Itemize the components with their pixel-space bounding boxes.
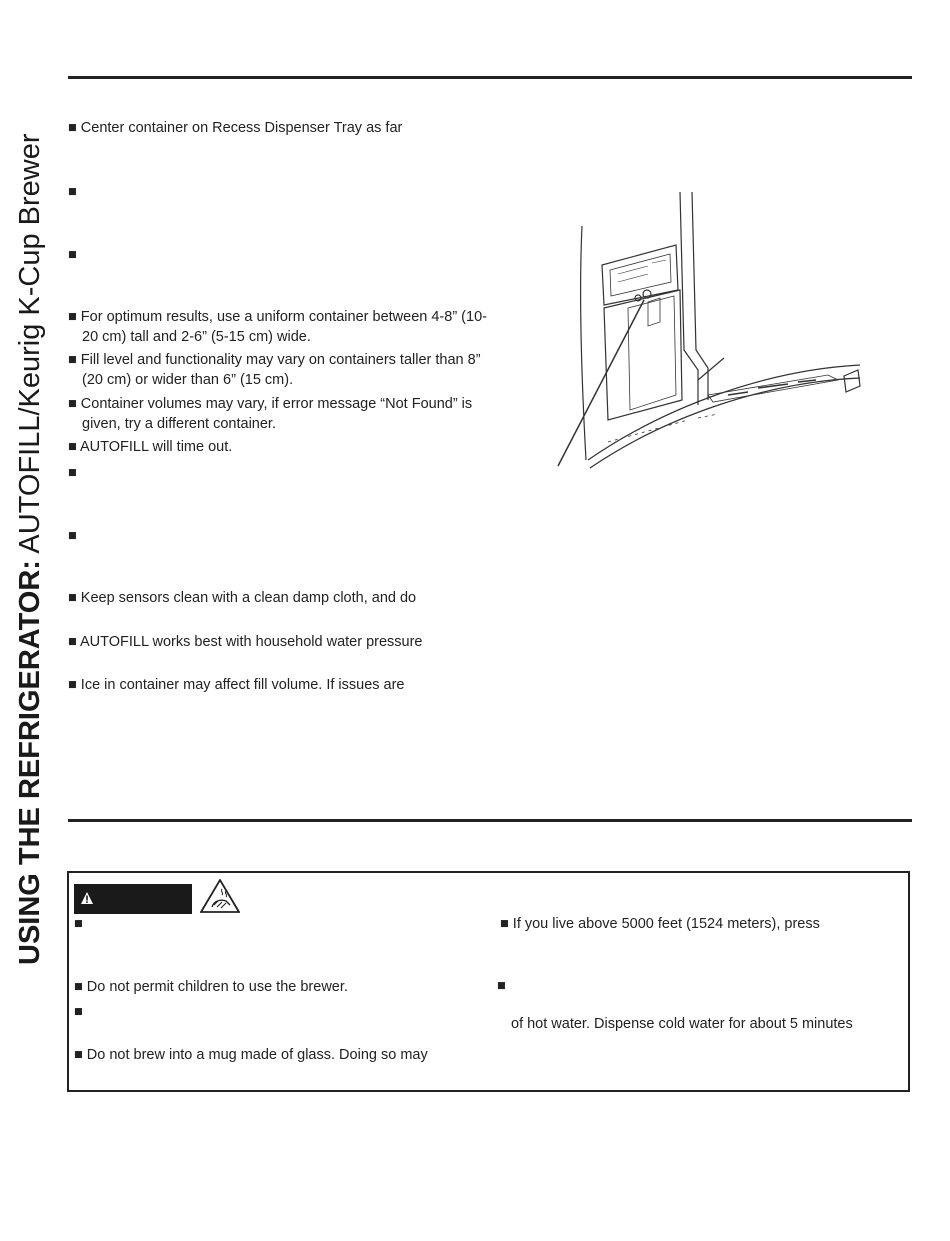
warning-right-item-3: of hot water. Dispense cold water for about 5 minutes bbox=[511, 1016, 853, 1032]
autofill-item-10: ■ Keep sensors clean with a clean damp cloth, and do bbox=[68, 590, 417, 606]
top-divider bbox=[68, 76, 912, 79]
autofill-item-2: ■ bbox=[68, 184, 77, 200]
door-handle-right bbox=[692, 192, 708, 400]
warning-right-item-2: ■ bbox=[497, 978, 506, 994]
warning-left-item-4: ■ Do not brew into a mug made of glass. Doing so may bbox=[74, 1047, 428, 1063]
autofill-item-4: ■ For optimum results, use a uniform container between 4-8” (10-20 cm) tall and 2-6” (5-15 cm) wide. bbox=[68, 309, 487, 345]
warning-left-item-2: ■ Do not permit children to use the brewer. bbox=[74, 979, 348, 995]
autofill-item-11: ■ AUTOFILL works best with household water pressure bbox=[68, 634, 423, 650]
refrigerator-dispenser-illustration bbox=[548, 190, 868, 490]
autofill-item-7: ■ AUTOFILL will time out. bbox=[68, 439, 233, 455]
hot-liquid-hazard-icon bbox=[200, 879, 240, 913]
side-section-title bbox=[10, 35, 50, 965]
warning-left-item-3: ■ bbox=[74, 1004, 83, 1020]
autofill-item-8: ■ bbox=[68, 465, 77, 481]
warning-left-item-1: ■ bbox=[74, 916, 83, 932]
autofill-item-12: ■ Ice in container may affect fill volume. If issues are bbox=[68, 677, 405, 693]
side-title-light: AUTOFILL/Keurig K-Cup Brewer bbox=[14, 133, 46, 561]
section-divider bbox=[68, 819, 912, 822]
side-title-bold: USING THE REFRIGERATOR: bbox=[14, 560, 46, 965]
warning-label bbox=[74, 884, 192, 914]
autofill-item-9: ■ bbox=[68, 528, 77, 544]
autofill-item-6: ■ Container volumes may vary, if error message “Not Found” is given, try a different container. bbox=[68, 396, 473, 432]
autofill-item-3: ■ bbox=[68, 247, 77, 263]
callout-pointer bbox=[558, 300, 644, 466]
left-door-edge bbox=[581, 226, 586, 460]
autofill-item-1: ■ Center container on Recess Dispenser Tray as far bbox=[68, 120, 403, 136]
door-handle-left bbox=[680, 192, 698, 405]
door-bottom-edge bbox=[588, 365, 860, 460]
warning-right-item-1: ■ If you live above 5000 feet (1524 meters), press bbox=[500, 916, 820, 932]
autofill-item-5: ■ Fill level and functionality may vary on containers taller than 8” (20 cm) or wider than 6” (15 cm). bbox=[68, 352, 481, 388]
